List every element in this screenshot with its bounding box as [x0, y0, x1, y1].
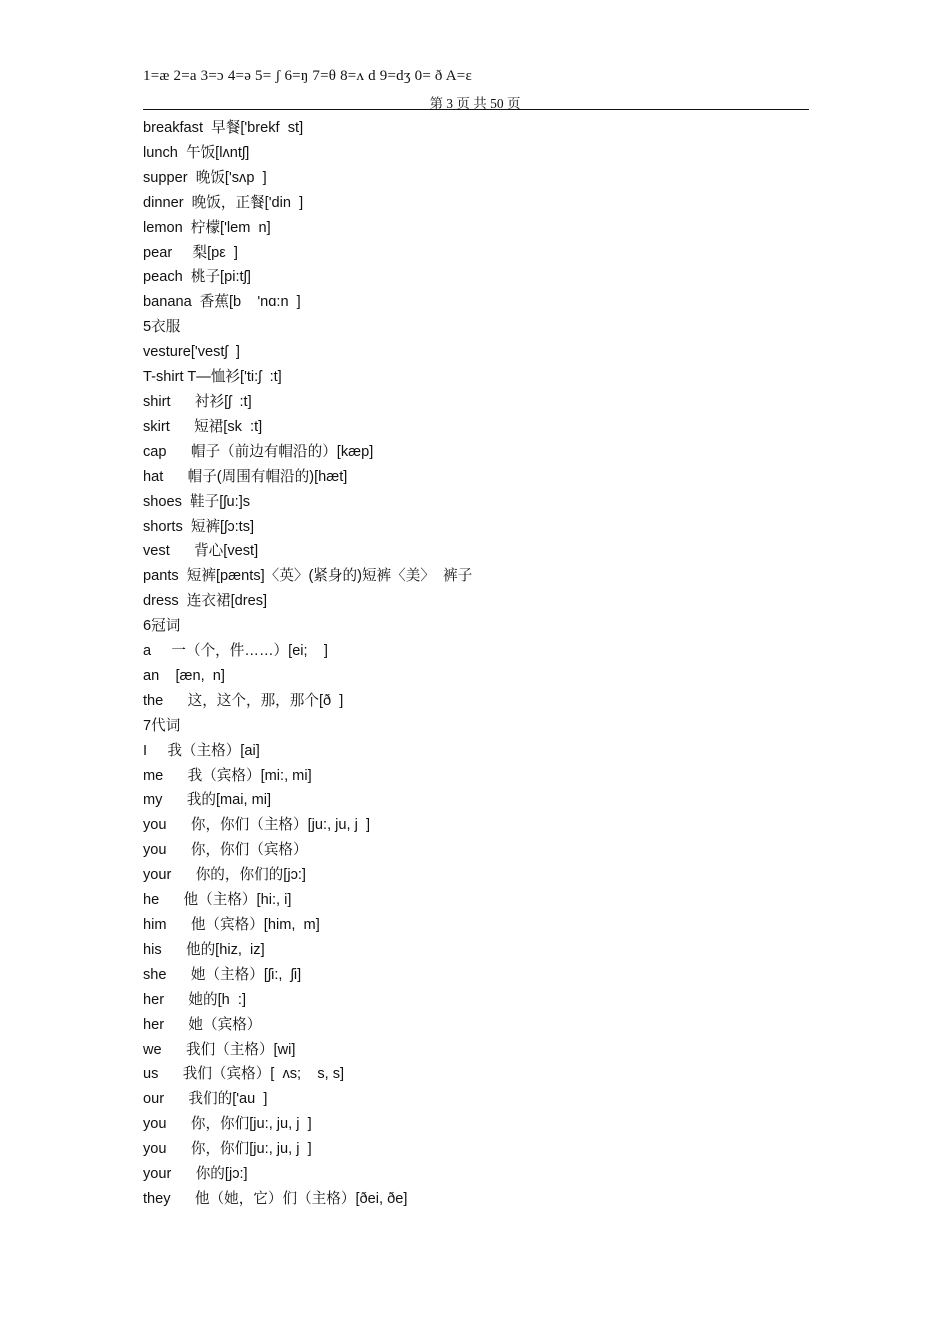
vocabulary-entry: breakfast 早餐['brekf st] [143, 120, 304, 136]
vocabulary-entry: lemon 柠檬['lem n] [143, 219, 271, 236]
vocabulary-entry: I 我（主格）[ai] [143, 742, 260, 759]
vocabulary-entry: her 她的[h :] [143, 991, 246, 1008]
vocabulary-entry: lunch 午饭[lʌntʃ] [143, 144, 250, 161]
vocabulary-entry: she 她（主格）[ʃi:, ʃi] [143, 966, 302, 983]
vocabulary-entry: vest 背心[vest] [143, 543, 259, 560]
vocabulary-entry: vesture['vestʃ ] [143, 344, 240, 361]
vocabulary-entry: supper 晚饭['sʌp ] [143, 169, 267, 186]
section-heading: 6冠词 [143, 618, 181, 635]
vocabulary-entry: an [æn, n] [143, 667, 225, 684]
vocabulary-entry: pants 短裤[pænts]〈英〉(紧身的)短裤〈美〉 裤子 [143, 568, 473, 585]
vocabulary-entry: dress 连衣裙[dres] [143, 593, 268, 610]
vocabulary-list [143, 116, 803, 1212]
vocabulary-entry: a 一（个，件……）[ei; ] [143, 643, 328, 660]
vocabulary-entry: him 他（宾格）[him, m] [143, 917, 320, 933]
vocabulary-entry: shorts 短裤[ʃɔ:ts] [143, 518, 255, 535]
vocabulary-entry: my 我的[mai, mi] [143, 792, 272, 809]
vocabulary-entry: they 他（她，它）们（主格）[ðei, ðe] [143, 1190, 408, 1207]
phonetic-key-legend: 1=æ 2=a 3=ɔ 4=ə 5= ʃ 6=ŋ 7=θ 8=ʌ d 9=dʒ 0= ð A=ε [143, 68, 472, 84]
vocabulary-entry: he 他（主格）[hi:, i] [143, 892, 292, 909]
vocabulary-entry: peach 桃子[pi:tʃ] [143, 269, 251, 286]
vocabulary-entry: cap 帽子（前边有帽沿的）[kæp] [143, 443, 374, 460]
vocabulary-entry: skirt 短裙[sk :t] [143, 418, 263, 435]
vocabulary-entry: me 我（宾格）[mi:, mi] [143, 767, 312, 784]
vocabulary-entry: you 你，你们（主格）[ju:, ju, j ] [143, 817, 371, 834]
section-heading: 5衣服 [143, 319, 181, 336]
vocabulary-entry: T-shirt T—恤衫['ti:ʃ :t] [143, 369, 282, 386]
vocabulary-entry: your 你的[jɔ:] [143, 1166, 248, 1183]
vocabulary-entry: you 你，你们（宾格） [143, 842, 308, 859]
vocabulary-entry: shoes 鞋子[ʃu:]s [143, 493, 251, 510]
section-heading: 7代词 [143, 717, 181, 734]
vocabulary-entry: your 你的，你们的[jɔ:] [143, 867, 306, 884]
vocabulary-entry: dinner 晚饭，正餐['din ] [143, 194, 304, 211]
vocabulary-entry: you 你，你们[ju:, ju, j ] [143, 1141, 312, 1158]
page-number: 第 3 页 共 50 页 [429, 96, 521, 111]
header-divider [143, 109, 809, 110]
vocabulary-entry: her 她（宾格） [143, 1016, 262, 1033]
vocabulary-entry: our 我们的['au ] [143, 1091, 268, 1108]
vocabulary-entry: we 我们（主格）[wi] [143, 1041, 296, 1058]
vocabulary-entry: banana 香蕉[b 'nɑ:n ] [143, 294, 301, 311]
vocabulary-entry: the 这，这个，那，那个[ð ] [143, 692, 344, 709]
vocabulary-entry: us 我们（宾格）[ ʌs; s, s] [143, 1066, 345, 1083]
vocabulary-entry: you 你，你们[ju:, ju, j ] [143, 1116, 312, 1133]
vocabulary-entry: pear 梨[pε ] [143, 244, 238, 261]
vocabulary-entry: hat 帽子(周围有帽沿的)[hæt] [143, 468, 348, 485]
vocabulary-entry: shirt 衬衫[ʃ :t] [143, 393, 252, 410]
vocabulary-entry: his 他的[hiz, iz] [143, 941, 265, 958]
